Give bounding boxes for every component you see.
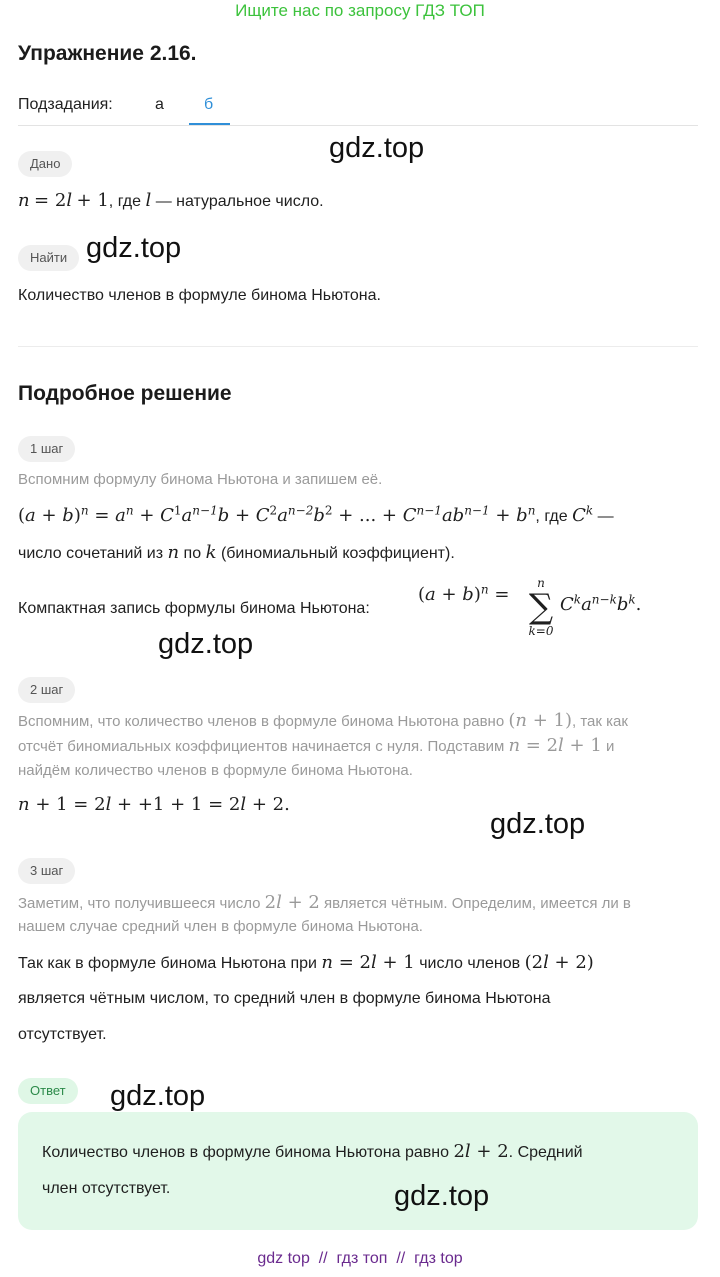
- footer-link[interactable]: gdz top: [257, 1250, 310, 1267]
- step1-line2: число сочетаний из n по k (биномиальный коэффициент).: [18, 542, 455, 563]
- sum-symbol: n ∑ k=0: [528, 576, 554, 638]
- subtasks-label: Подзадания:: [18, 96, 113, 113]
- answer-box: [18, 1112, 698, 1230]
- search-banner: Ищите нас по запросу ГДЗ ТОП: [235, 1, 485, 20]
- step3-line1: Заметим, что получившееся число 2l + 2 является чётным. Определим, имеется ли в: [18, 892, 631, 913]
- footer-link[interactable]: гдз top: [414, 1250, 463, 1267]
- step2-line3: найдём количество членов в формуле бинома Ньютона.: [18, 762, 413, 779]
- step3-line5: отсутствует.: [18, 1026, 107, 1043]
- footer-link[interactable]: гдз топ: [336, 1250, 388, 1267]
- step2-equation: n + 1 = 2l + +1 + 1 = 2l + 2.: [18, 794, 290, 815]
- solution-title: Подробное решение: [18, 382, 232, 405]
- step3-line3: Так как в формуле бинома Ньютона при n = 2l + 1 число членов (2l + 2): [18, 952, 594, 973]
- answer-line1: Количество членов в формуле бинома Ньютона равно 2l + 2. Средний: [42, 1141, 583, 1162]
- footer-separator: //: [318, 1250, 328, 1267]
- tab-a[interactable]: а: [155, 96, 164, 113]
- given-text: n = 2l + 1, где l — натуральное число.: [18, 190, 324, 211]
- compact-formula-term: $C^ka^{n-k}b^k$.: [560, 592, 642, 615]
- page-title: Упражнение 2.16.: [18, 42, 197, 65]
- answer-badge: Ответ: [18, 1078, 78, 1104]
- step3-line2: нашем случае средний член в формуле бинома Ньютона.: [18, 918, 423, 935]
- step1-compact-label: Компактная запись формулы бинома Ньютона:: [18, 600, 370, 617]
- footer-separator: //: [396, 1250, 406, 1267]
- compact-formula: $(a + b)^n$ =: [418, 582, 510, 605]
- step3-line4: является чётным числом, то средний член в формуле бинома Ньютона: [18, 990, 551, 1007]
- given-badge: Дано: [18, 151, 72, 177]
- watermark: gdz.top: [329, 132, 425, 164]
- watermark: gdz.top: [110, 1080, 206, 1112]
- footer-links: [0, 1250, 720, 1268]
- step1-intro: Вспомним формулу бинома Ньютона и запишем её.: [18, 471, 383, 488]
- find-text: Количество членов в формуле бинома Ньютона.: [18, 287, 381, 304]
- watermark: gdz.top: [490, 808, 586, 840]
- watermark: gdz.top: [158, 628, 254, 660]
- step1-badge: 1 шаг: [18, 436, 75, 462]
- step3-badge: 3 шаг: [18, 858, 75, 884]
- find-badge: Найти: [18, 245, 79, 271]
- step2-line1: Вспомним, что количество членов в формуле бинома Ньютона равно (n + 1), так как: [18, 710, 628, 731]
- step2-badge: 2 шаг: [18, 677, 75, 703]
- tab-b[interactable]: б: [204, 96, 214, 113]
- step2-line2: отсчёт биномиальных коэффициентов начинается с нуля. Подставим n = 2l + 1 и: [18, 735, 615, 756]
- watermark: gdz.top: [394, 1180, 490, 1212]
- tabs-divider: [18, 125, 698, 126]
- binomial-formula: $(a + b)^n = a^n + C^1a^{n-1}b + C^2a^{n-2}b^2$ + ... + $C^{n-1}ab^{n-1} + b^n$, где $C^k$ —: [18, 503, 614, 526]
- section-divider: [18, 346, 698, 347]
- answer-line2: член отсутствует.: [42, 1180, 171, 1197]
- active-tab-indicator: [189, 123, 230, 125]
- watermark: gdz.top: [86, 232, 182, 264]
